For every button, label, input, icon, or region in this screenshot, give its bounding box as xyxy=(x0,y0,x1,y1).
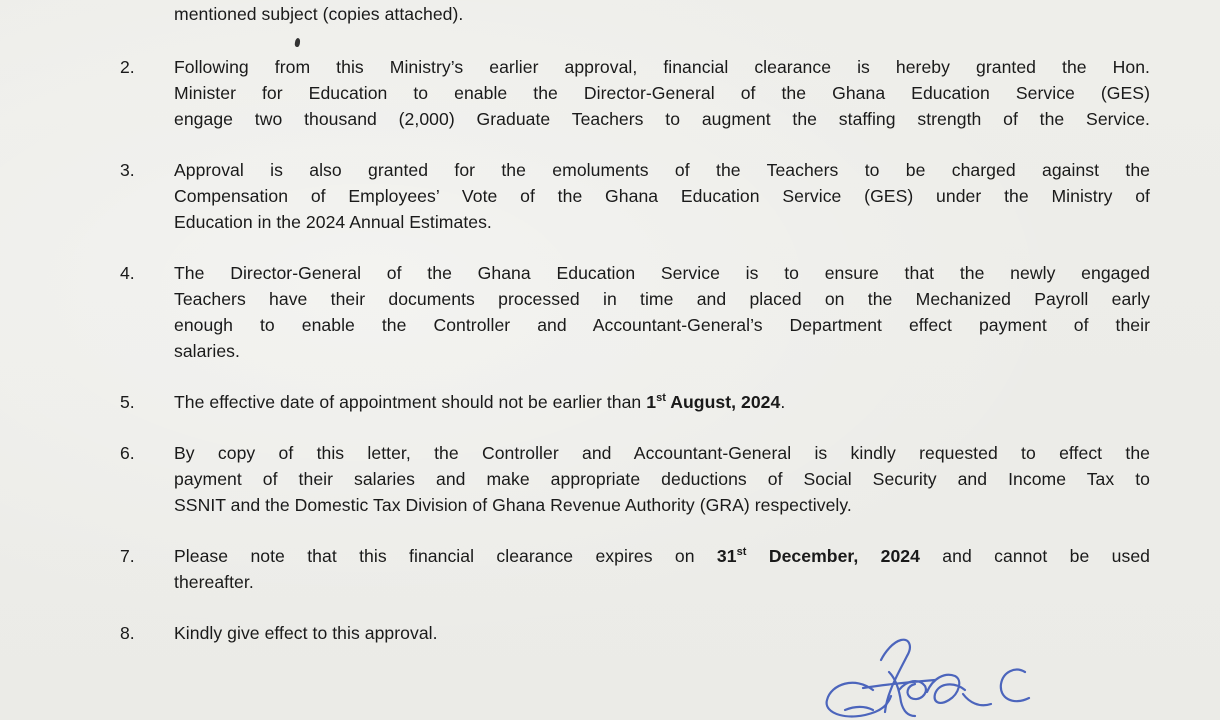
paragraph-5-date-day: 1 xyxy=(646,392,657,412)
paragraph-7-date-suffix: st xyxy=(736,546,747,559)
paragraph-3-line-3: Education in the 2024 Annual Estimates. xyxy=(174,212,492,232)
paragraph-4-line-1: The Director-General of the Ghana Education Service is to ensure that the newly engaged xyxy=(174,263,1150,283)
paragraph-4-number: 4. xyxy=(120,263,135,283)
ink-speck xyxy=(294,38,300,48)
paragraph-5-text: The effective date of appointment should not be earlier than xyxy=(174,392,647,412)
paragraph-5-date-suffix: st xyxy=(656,392,666,405)
paragraph-7-line-1 xyxy=(174,544,1150,568)
paragraph-3-number: 3. xyxy=(120,160,135,180)
paragraph-5-date-rest: August, 2024 xyxy=(665,392,781,412)
paragraph-6-line-3: SSNIT and the Domestic Tax Division of Ghana Revenue Authority (GRA) respectively. xyxy=(174,495,852,515)
paragraph-4-line-4: salaries. xyxy=(174,341,240,361)
paragraph-5-number: 5. xyxy=(120,392,135,412)
paragraph-2-line-1: Following from this Ministry’s earlier approval, financial clearance is hereby granted the Hon. xyxy=(174,57,1150,77)
paragraph-7-date-rest: December, 2024 xyxy=(746,546,920,566)
paragraph-5-date xyxy=(646,392,780,412)
paragraph-6-number: 6. xyxy=(120,443,135,463)
paragraph-7-text: Please note that this financial clearance expires on xyxy=(174,546,717,566)
paragraph-7-line-2: thereafter. xyxy=(174,572,254,592)
signature xyxy=(815,632,1055,720)
paragraph-4-line-2: Teachers have their documents processed in time and placed on the Mechanized Payroll early xyxy=(174,289,1150,309)
paragraph-7-end: and cannot be used xyxy=(919,546,1150,566)
paragraph-6-line-1: By copy of this letter, the Controller and Accountant-General is kindly requested to effect the xyxy=(174,443,1150,463)
paragraph-2-line-2: Minister for Education to enable the Director-General of the Ghana Education Service (GES) xyxy=(174,83,1150,103)
paragraph-7-date xyxy=(717,546,920,566)
paragraph-4-line-3: enough to enable the Controller and Accountant-General’s Department effect payment of their xyxy=(174,315,1150,335)
paragraph-3-line-2: Compensation of Employees’ Vote of the Ghana Education Service (GES) under the Ministry of xyxy=(174,186,1150,206)
signature-strokes xyxy=(827,640,1029,717)
paragraph-5-line-1 xyxy=(174,390,1150,414)
paragraph-8-line-1: Kindly give effect to this approval. xyxy=(174,623,438,643)
paragraph-5-end: . xyxy=(780,392,786,412)
paragraph-2-line-3: engage two thousand (2,000) Graduate Teachers to augment the staffing strength of the Service. xyxy=(174,109,1150,129)
paragraph-3-line-1: Approval is also granted for the emoluments of the Teachers to be charged against the xyxy=(174,160,1150,180)
paragraph-7-number: 7. xyxy=(120,546,135,566)
intro-line: mentioned subject (copies attached). xyxy=(174,4,464,24)
paragraph-2-number: 2. xyxy=(120,57,135,77)
paragraph-8-number: 8. xyxy=(120,623,135,643)
paragraph-7-date-day: 31 xyxy=(716,546,737,566)
paragraph-6-line-2: payment of their salaries and make appropriate deductions of Social Security and Income Tax to xyxy=(174,469,1150,489)
